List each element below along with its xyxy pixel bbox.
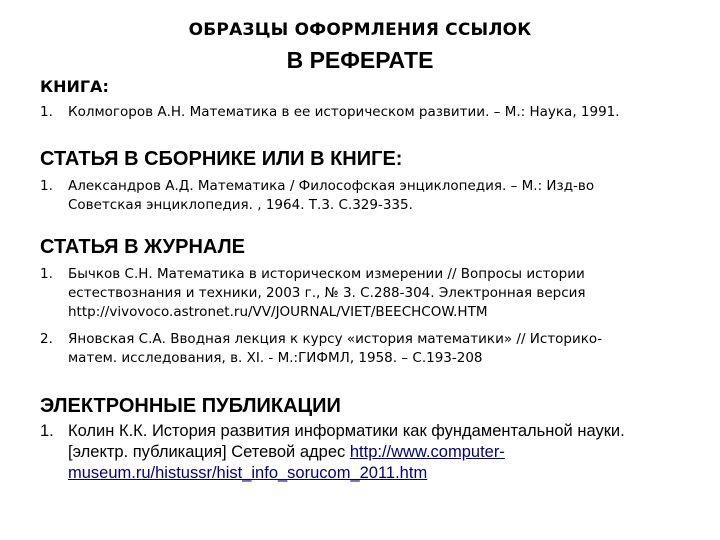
item-text-line: Советская энциклопедия. , 1964. Т.3. С.329-335. <box>68 197 413 213</box>
item-text-line: естествознания и техники, 2003 г., № 3. С.288-304. Электронная версия <box>68 285 586 301</box>
title-line-2: В РЕФЕРАТЕ <box>286 47 434 73</box>
list-item <box>40 330 710 368</box>
item-url: http://vivovoco.astronet.ru/VV/JOURNAL/VIET/BEECHCOW.HTM <box>68 304 488 320</box>
item-number: 1. <box>40 104 53 120</box>
item-text-line: Бычков С.Н. Математика в историческом измерении // Вопросы истории <box>68 266 585 282</box>
item-number: 2. <box>40 331 53 347</box>
item-number: 1. <box>40 422 54 440</box>
section-heading-electronic: ЭЛЕКТРОННЫЕ ПУБЛИКАЦИИ <box>40 395 341 417</box>
item-text-line <box>68 442 715 463</box>
list-item <box>40 265 710 322</box>
list-item <box>40 421 715 484</box>
item-text-line: Яновская С.А. Вводная лекция к курсу «история математики» // Историко- <box>68 331 603 347</box>
item-text-line: матем. исследования, в. XI. - М.:ГИФМЛ, 1958. – С.193-208 <box>68 350 483 366</box>
item-number: 1. <box>40 266 53 282</box>
item-text-prefix: [электр. публикация] Сетевой адрес <box>68 443 350 461</box>
section-heading-collection: СТАТЬЯ В СБОРНИКЕ ИЛИ В КНИГЕ: <box>40 148 403 170</box>
url-link-continued[interactable]: museum.ru/histussr/hist_info_sorucom_2011.htm <box>68 464 428 482</box>
section-heading-journal: СТАТЬЯ В ЖУРНАЛЕ <box>40 236 245 258</box>
item-text-line: Колин К.К. История развития информатики как фундаментальной науки. <box>68 422 625 440</box>
section-heading-book: КНИГА: <box>40 77 109 96</box>
item-text-line <box>68 463 715 484</box>
title-line-1: ОБРАЗЦЫ ОФОРМЛЕНИЯ ССЫЛОК <box>188 20 532 40</box>
item-text: Колмогоров А.Н. Математика в ее историческом развитии. – М.: Наука, 1991. <box>68 104 620 120</box>
list-item <box>40 177 710 215</box>
list-item <box>40 103 710 122</box>
url-link[interactable]: http://www.computer- <box>349 443 505 461</box>
item-number: 1. <box>40 178 53 194</box>
item-text-line: Александров А.Д. Математика / Философская энциклопедия. – М.: Изд-во <box>68 178 595 194</box>
